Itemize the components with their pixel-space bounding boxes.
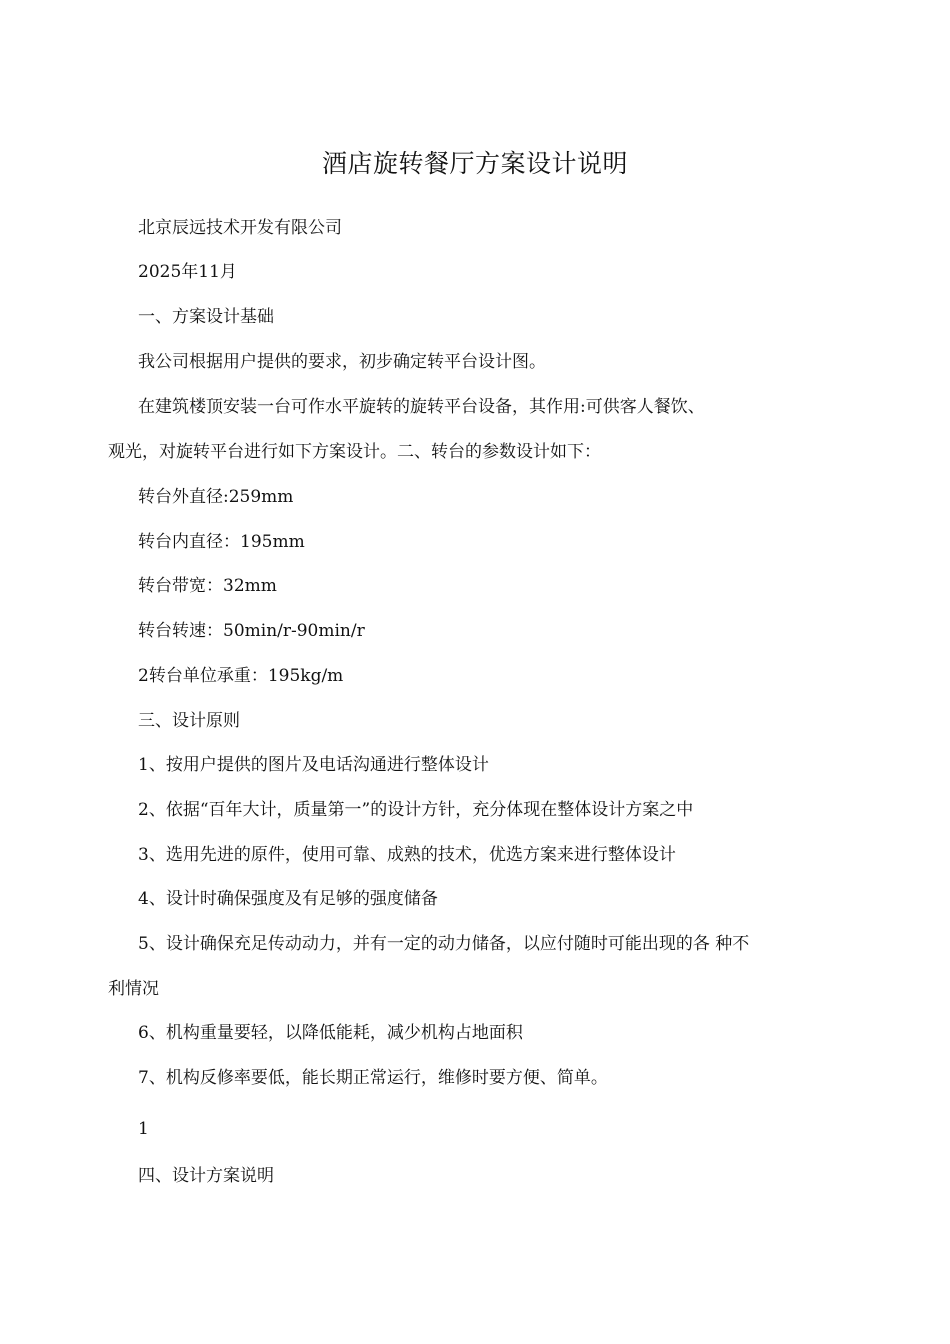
parameter-belt-width: 转台带宽：32mm	[138, 576, 277, 596]
document-date: 2025年11月	[138, 262, 237, 282]
paragraph-2-line-1: 在建筑楼顶安装一台可作水平旋转的旋转平台设备，其作用:可供客人餐饮、	[138, 397, 705, 417]
section-heading-4: 四、设计方案说明	[138, 1166, 274, 1186]
principle-item: 2、依据“百年大计，质量第一”的设计方针，充分体现在整体设计方案之中	[138, 800, 694, 820]
principle-item: 5、设计确保充足传动动力，并有一定的动力储备，以应付随时可能出现的各 种不	[138, 934, 750, 954]
principle-item: 7、机构反修率要低，能长期正常运行，维修时要方便、简单。	[138, 1068, 608, 1088]
paragraph-1: 我公司根据用户提供的要求，初步确定转平台设计图。	[138, 352, 546, 372]
document-title: 酒店旋转餐厅方案设计说明	[321, 149, 628, 178]
parameter-rotation-speed: 转台转速：50min/r-90min/r	[138, 621, 365, 641]
parameter-unit-load: 2转台单位承重：195kg/m	[138, 666, 344, 686]
principle-item: 1、按用户提供的图片及电话沟通进行整体设计	[138, 755, 489, 775]
page-number: 1	[138, 1119, 149, 1139]
section-heading-3: 三、设计原则	[138, 711, 240, 731]
section-heading-1: 一、方案设计基础	[138, 307, 274, 327]
principle-item: 6、机构重量要轻，以降低能耗，减少机构占地面积	[138, 1023, 523, 1043]
principle-item: 3、选用先进的原件，使用可靠、成熟的技术，优选方案来进行整体设计	[138, 845, 676, 865]
principle-item: 4、设计时确保强度及有足够的强度储备	[138, 889, 438, 909]
principle-item-continuation: 利情况	[108, 979, 159, 999]
company-name: 北京辰远技术开发有限公司	[138, 218, 342, 238]
parameter-outer-diameter: 转台外直径:259mm	[138, 487, 294, 507]
parameter-inner-diameter: 转台内直径：195mm	[138, 532, 305, 552]
paragraph-2-line-2: 观光，对旋转平台进行如下方案设计。二、转台的参数设计如下：	[108, 442, 601, 462]
